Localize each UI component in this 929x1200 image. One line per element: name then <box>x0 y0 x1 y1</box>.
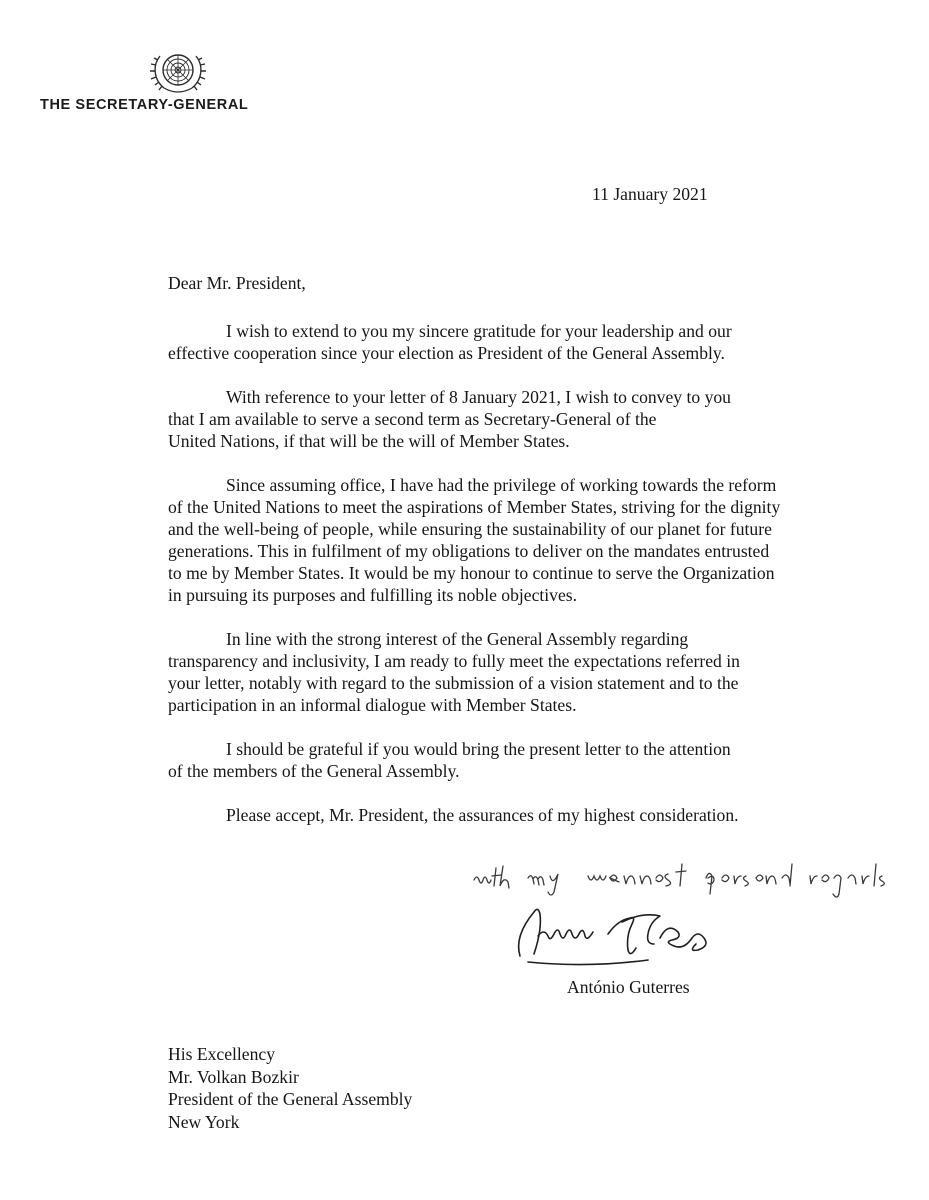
un-emblem-icon <box>146 46 210 98</box>
paragraph-reform <box>168 474 858 606</box>
paragraph-line: With reference to your letter of 8 January 2021, I wish to convey to you <box>226 387 731 407</box>
paragraph-line: I wish to extend to you my sincere gratitude for your leadership and our <box>226 321 732 341</box>
salutation: Dear Mr. President, <box>168 273 306 293</box>
addressee-block <box>168 1043 412 1133</box>
paragraph-transparency <box>168 628 858 716</box>
paragraph-line: I should be grateful if you would bring the present letter to the attention <box>226 739 731 759</box>
letter-date: 11 January 2021 <box>592 184 708 204</box>
paragraph-line: participation in an informal dialogue with Member States. <box>168 695 577 715</box>
addressee-line: Mr. Volkan Bozkir <box>168 1066 299 1087</box>
paragraph-line: transparency and inclusivity, I am ready to fully meet the expectations referred in <box>168 651 740 671</box>
signature <box>510 900 740 972</box>
paragraph-line: In line with the strong interest of the General Assembly regarding <box>226 629 689 649</box>
paragraph-line: effective cooperation since your election as President of the General Assembly. <box>168 343 725 363</box>
paragraph-availability <box>168 386 858 452</box>
addressee-line: New York <box>168 1111 240 1132</box>
paragraph-line: of the United Nations to meet the aspirations of Member States, striving for the dignity <box>168 497 781 517</box>
paragraph-line: in pursuing its purposes and fulfilling its noble objectives. <box>168 585 578 605</box>
paragraph-line: that I am available to serve a second term as Secretary-General of the <box>168 409 657 429</box>
closing-line: Please accept, Mr. President, the assurances of my highest consideration. <box>226 805 739 825</box>
paragraph-gratitude <box>168 320 858 364</box>
addressee-line: President of the General Assembly <box>168 1089 413 1109</box>
paragraph-line: to me by Member States. It would be my honour to continue to serve the Organization <box>168 563 775 583</box>
signatory-name: António Guterres <box>567 977 690 997</box>
paragraph-line: of the members of the General Assembly. <box>168 761 460 781</box>
letter-body <box>168 272 858 826</box>
letterhead-title: THE SECRETARY-GENERAL <box>40 97 249 113</box>
paragraph-line: generations. This in fulfilment of my obligations to deliver on the mandates entrusted <box>168 541 770 561</box>
paragraph-line: your letter, notably with regard to the submission of a vision statement and to the <box>168 673 739 693</box>
handwritten-note <box>470 858 890 898</box>
paragraph-line: and the well-being of people, while ensuring the sustainability of our planet for future <box>168 519 772 539</box>
paragraph-line: Since assuming office, I have had the privilege of working towards the reform <box>226 475 777 495</box>
addressee-line: His Excellency <box>168 1044 275 1064</box>
paragraph-request <box>168 738 858 782</box>
paragraph-line: United Nations, if that will be the will of Member States. <box>168 431 570 451</box>
